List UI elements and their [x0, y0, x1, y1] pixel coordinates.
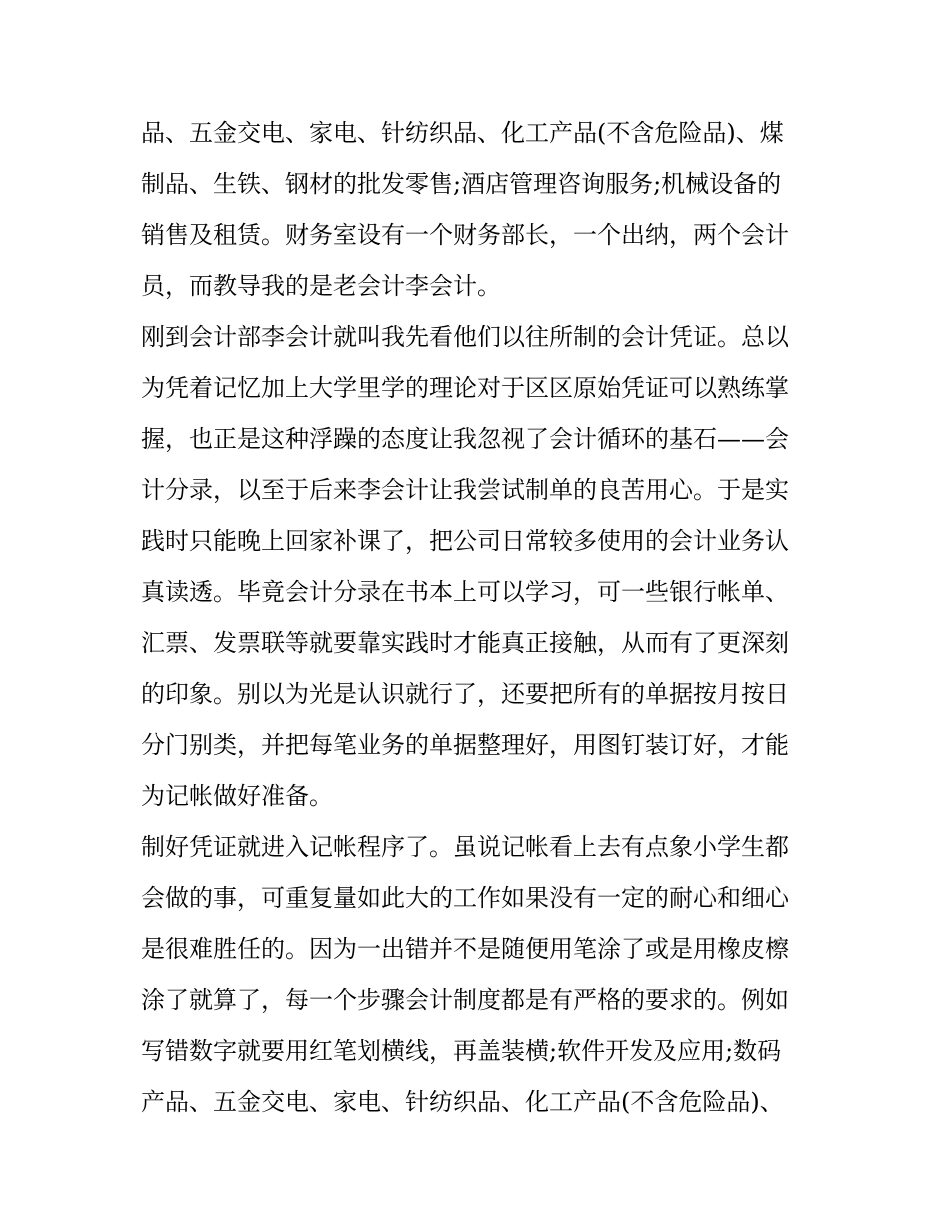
text-line: 品、五金交电、家电、针纺织品、化工产品(不含危险品)、煤: [141, 119, 784, 147]
text-line: 写错数字就要用红笔划横线，再盖装横;软件开发及应用;数码: [141, 1037, 782, 1065]
document-body: [141, 108, 821, 1128]
text-line: 产品、五金交电、家电、针纺织品、化工产品(不含危险品)、: [141, 1088, 784, 1116]
text-line: 践时只能晚上回家补课了，把公司日常较多使用的会计业务认: [141, 527, 789, 555]
text-line: 为记帐做好准备。: [141, 782, 333, 810]
text-line: 制品、生铁、钢材的批发零售;酒店管理咨询服务;机械设备的: [141, 170, 782, 198]
text-line: 的印象。别以为光是认识就行了，还要把所有的单据按月按日: [141, 680, 789, 708]
text-line: 是很难胜任的。因为一出错并不是随便用笔涂了或是用橡皮檫: [141, 935, 789, 963]
text-line: 为凭着记忆加上大学里学的理论对于区区原始凭证可以熟练掌: [141, 374, 789, 402]
text-line: 刚到会计部李会计就叫我先看他们以往所制的会计凭证。总以: [141, 323, 789, 351]
text-line: 握，也正是这种浮躁的态度让我忽视了会计循环的基石——会: [141, 425, 789, 453]
text-line: 汇票、发票联等就要靠实践时才能真正接触，从而有了更深刻: [141, 629, 789, 657]
text-line: 会做的事，可重复量如此大的工作如果没有一定的耐心和细心: [141, 884, 789, 912]
text-line: 真读透。毕竟会计分录在书本上可以学习，可一些银行帐单、: [141, 578, 789, 606]
text-line: 员，而教导我的是老会计李会计。: [141, 272, 501, 300]
text-line: 涂了就算了，每一个步骤会计制度都是有严格的要求的。例如: [141, 986, 789, 1014]
text-line: 分门别类，并把每笔业务的单据整理好，用图钉装订好，才能: [141, 731, 789, 759]
text-line: 制好凭证就进入记帐程序了。虽说记帐看上去有点象小学生都: [141, 833, 789, 861]
text-line: 销售及租赁。财务室设有一个财务部长，一个出纳，两个会计: [141, 221, 789, 249]
text-line: 计分录，以至于后来李会计让我尝试制单的良苦用心。于是实: [141, 476, 789, 504]
